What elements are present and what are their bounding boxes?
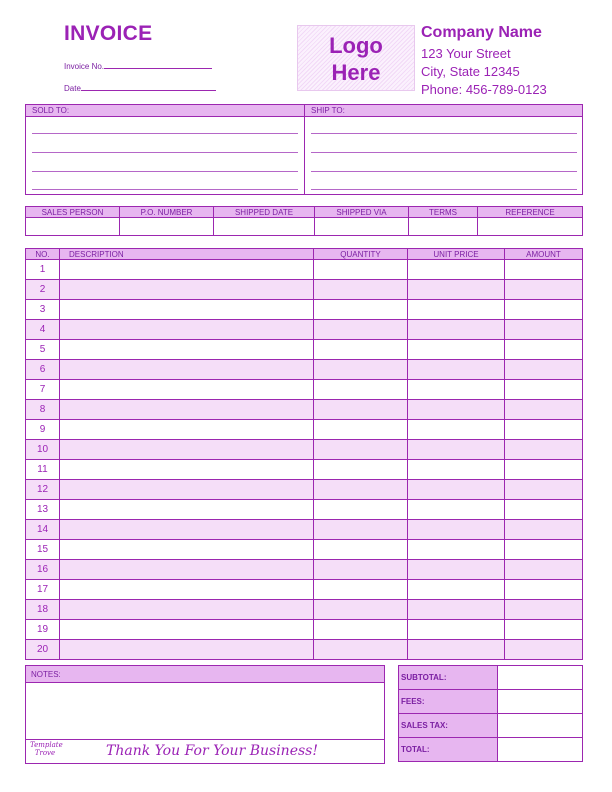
table-row	[399, 690, 583, 714]
shipping-header-sales-person: SALES PERSON	[26, 207, 120, 218]
ship-to-line[interactable]	[311, 189, 577, 190]
address-divider	[304, 105, 305, 194]
quantity-cell[interactable]	[314, 600, 408, 620]
sold-to-label: SOLD TO:	[32, 106, 70, 115]
amount-cell[interactable]	[505, 460, 583, 480]
item-number: 8	[26, 400, 60, 420]
amount-cell[interactable]	[505, 580, 583, 600]
unit-price-cell[interactable]	[408, 420, 505, 440]
table-row	[26, 400, 583, 420]
table-row	[26, 520, 583, 540]
sold-to-line[interactable]	[32, 171, 298, 172]
quantity-cell[interactable]	[314, 500, 408, 520]
item-number: 5	[26, 340, 60, 360]
amount-cell[interactable]	[505, 520, 583, 540]
quantity-cell[interactable]	[314, 320, 408, 340]
quantity-cell[interactable]	[314, 480, 408, 500]
invoice-title: INVOICE	[64, 22, 153, 45]
description-cell[interactable]	[60, 320, 314, 340]
shipping-header-po-number: P.O. NUMBER	[120, 207, 214, 218]
invoice-number-label: Invoice No.	[64, 62, 105, 71]
table-row	[399, 714, 583, 738]
amount-cell[interactable]	[505, 540, 583, 560]
notes-input[interactable]	[26, 684, 384, 738]
shipping-header-shipped-via: SHIPPED VIA	[315, 207, 409, 218]
unit-price-cell[interactable]	[408, 300, 505, 320]
quantity-cell[interactable]	[314, 580, 408, 600]
reference-cell[interactable]	[478, 218, 583, 236]
item-number: 7	[26, 380, 60, 400]
amount-cell[interactable]	[505, 280, 583, 300]
table-row	[26, 380, 583, 400]
items-header-unit-price: UNIT PRICE	[408, 249, 505, 260]
amount-cell[interactable]	[505, 360, 583, 380]
date-line	[81, 82, 216, 91]
item-rows	[26, 260, 583, 660]
description-cell[interactable]	[60, 640, 314, 660]
amount-cell[interactable]	[505, 380, 583, 400]
fees-value[interactable]	[498, 690, 583, 714]
unit-price-cell[interactable]	[408, 400, 505, 420]
date-label: Date	[64, 84, 81, 93]
unit-price-cell[interactable]	[408, 380, 505, 400]
quantity-cell[interactable]	[314, 640, 408, 660]
address-section	[25, 104, 583, 195]
description-cell[interactable]	[60, 620, 314, 640]
item-number: 4	[26, 320, 60, 340]
amount-cell[interactable]	[505, 340, 583, 360]
company-name: Company Name	[421, 24, 542, 41]
amount-cell[interactable]	[505, 620, 583, 640]
description-cell[interactable]	[60, 540, 314, 560]
items-table	[25, 248, 583, 660]
amount-cell[interactable]	[505, 260, 583, 280]
invoice-number-line	[104, 60, 212, 69]
fees-label: FEES:	[399, 690, 498, 714]
item-number: 6	[26, 360, 60, 380]
table-row	[399, 666, 583, 690]
unit-price-cell[interactable]	[408, 560, 505, 580]
item-number: 9	[26, 420, 60, 440]
item-number: 14	[26, 520, 60, 540]
item-number: 16	[26, 560, 60, 580]
quantity-cell[interactable]	[314, 440, 408, 460]
unit-price-cell[interactable]	[408, 580, 505, 600]
brand-line-1: Template	[30, 741, 63, 749]
table-row	[26, 580, 583, 600]
description-cell[interactable]	[60, 480, 314, 500]
item-number: 11	[26, 460, 60, 480]
amount-cell[interactable]	[505, 320, 583, 340]
table-row	[26, 600, 583, 620]
date-field[interactable]	[64, 82, 216, 93]
item-number: 20	[26, 640, 60, 660]
ship-to-line[interactable]	[311, 133, 577, 134]
quantity-cell[interactable]	[314, 460, 408, 480]
shipping-header-terms: TERMS	[409, 207, 478, 218]
amount-cell[interactable]	[505, 500, 583, 520]
unit-price-cell[interactable]	[408, 260, 505, 280]
ship-to-line[interactable]	[311, 171, 577, 172]
description-cell[interactable]	[60, 300, 314, 320]
quantity-cell[interactable]	[314, 380, 408, 400]
table-row	[26, 280, 583, 300]
unit-price-cell[interactable]	[408, 480, 505, 500]
items-header-quantity: QUANTITY	[314, 249, 408, 260]
unit-price-cell[interactable]	[408, 340, 505, 360]
company-phone: Phone: 456-789-0123	[421, 82, 547, 97]
table-row	[26, 560, 583, 580]
description-cell[interactable]	[60, 580, 314, 600]
quantity-cell[interactable]	[314, 340, 408, 360]
item-number: 19	[26, 620, 60, 640]
notes-section	[25, 665, 385, 764]
table-row	[26, 500, 583, 520]
item-number: 18	[26, 600, 60, 620]
item-number: 3	[26, 300, 60, 320]
items-header-description: DESCRIPTION	[60, 249, 314, 260]
sales-person-cell[interactable]	[26, 218, 120, 236]
item-number: 10	[26, 440, 60, 460]
description-cell[interactable]	[60, 360, 314, 380]
company-street: 123 Your Street	[421, 46, 511, 61]
subtotal-value[interactable]	[498, 666, 583, 690]
description-cell[interactable]	[60, 500, 314, 520]
invoice-number-field[interactable]	[64, 60, 212, 71]
thank-you-message: Thank You For Your Business!	[106, 743, 318, 759]
table-row	[26, 340, 583, 360]
sales-tax-value[interactable]	[498, 714, 583, 738]
description-cell[interactable]	[60, 420, 314, 440]
quantity-cell[interactable]	[314, 400, 408, 420]
table-row	[26, 640, 583, 660]
sold-to-line[interactable]	[32, 133, 298, 134]
table-row	[26, 460, 583, 480]
table-row	[26, 300, 583, 320]
description-cell[interactable]	[60, 560, 314, 580]
item-number: 13	[26, 500, 60, 520]
unit-price-cell[interactable]	[408, 440, 505, 460]
description-cell[interactable]	[60, 380, 314, 400]
item-number: 17	[26, 580, 60, 600]
quantity-cell[interactable]	[314, 260, 408, 280]
item-number: 12	[26, 480, 60, 500]
amount-cell[interactable]	[505, 640, 583, 660]
quantity-cell[interactable]	[314, 620, 408, 640]
description-cell[interactable]	[60, 400, 314, 420]
sold-to-line[interactable]	[32, 152, 298, 153]
quantity-cell[interactable]	[314, 560, 408, 580]
unit-price-cell[interactable]	[408, 520, 505, 540]
quantity-cell[interactable]	[314, 520, 408, 540]
amount-cell[interactable]	[505, 440, 583, 460]
table-row	[26, 480, 583, 500]
description-cell[interactable]	[60, 440, 314, 460]
description-cell[interactable]	[60, 260, 314, 280]
table-row	[26, 620, 583, 640]
description-cell[interactable]	[60, 520, 314, 540]
shipped-date-cell[interactable]	[214, 218, 315, 236]
notes-divider	[26, 739, 384, 740]
notes-label: NOTES:	[26, 666, 384, 683]
totals-table	[398, 665, 583, 762]
sold-to-line[interactable]	[32, 189, 298, 190]
shipping-header-shipped-date: SHIPPED DATE	[214, 207, 315, 218]
items-header-amount: AMOUNT	[505, 249, 583, 260]
quantity-cell[interactable]	[314, 420, 408, 440]
quantity-cell[interactable]	[314, 280, 408, 300]
table-row	[26, 260, 583, 280]
total-value[interactable]	[498, 738, 583, 762]
amount-cell[interactable]	[505, 560, 583, 580]
shipped-via-cell[interactable]	[315, 218, 409, 236]
amount-cell[interactable]	[505, 400, 583, 420]
unit-price-cell[interactable]	[408, 600, 505, 620]
table-row	[26, 360, 583, 380]
unit-price-cell[interactable]	[408, 540, 505, 560]
items-header-no: NO.	[26, 249, 60, 260]
company-city: City, State 12345	[421, 64, 520, 79]
unit-price-cell[interactable]	[408, 640, 505, 660]
item-number: 2	[26, 280, 60, 300]
description-cell[interactable]	[60, 340, 314, 360]
amount-cell[interactable]	[505, 420, 583, 440]
item-number: 15	[26, 540, 60, 560]
unit-price-cell[interactable]	[408, 360, 505, 380]
table-row	[26, 320, 583, 340]
ship-to-label: SHIP TO:	[311, 106, 345, 115]
company-block	[421, 24, 547, 99]
unit-price-cell[interactable]	[408, 280, 505, 300]
amount-cell[interactable]	[505, 480, 583, 500]
unit-price-cell[interactable]	[408, 500, 505, 520]
amount-cell[interactable]	[505, 600, 583, 620]
ship-to-line[interactable]	[311, 152, 577, 153]
brand-line-2: Trove	[34, 749, 56, 757]
unit-price-cell[interactable]	[408, 460, 505, 480]
unit-price-cell[interactable]	[408, 620, 505, 640]
table-row	[26, 420, 583, 440]
description-cell[interactable]	[60, 460, 314, 480]
quantity-cell[interactable]	[314, 540, 408, 560]
po-number-cell[interactable]	[120, 218, 214, 236]
logo-line-2: Here	[331, 60, 381, 85]
table-row	[26, 540, 583, 560]
item-number: 1	[26, 260, 60, 280]
description-cell[interactable]	[60, 600, 314, 620]
table-row	[26, 440, 583, 460]
amount-cell[interactable]	[505, 300, 583, 320]
subtotal-label: SUBTOTAL:	[399, 666, 498, 690]
logo-placeholder	[297, 25, 415, 91]
template-trove-logo	[30, 741, 63, 757]
quantity-cell[interactable]	[314, 300, 408, 320]
terms-cell[interactable]	[409, 218, 478, 236]
table-row	[399, 738, 583, 762]
total-label: TOTAL:	[399, 738, 498, 762]
shipping-table	[25, 206, 583, 236]
sales-tax-label: SALES TAX:	[399, 714, 498, 738]
unit-price-cell[interactable]	[408, 320, 505, 340]
logo-line-1: Logo	[329, 33, 383, 58]
shipping-header-reference: REFERENCE	[478, 207, 583, 218]
description-cell[interactable]	[60, 280, 314, 300]
quantity-cell[interactable]	[314, 360, 408, 380]
